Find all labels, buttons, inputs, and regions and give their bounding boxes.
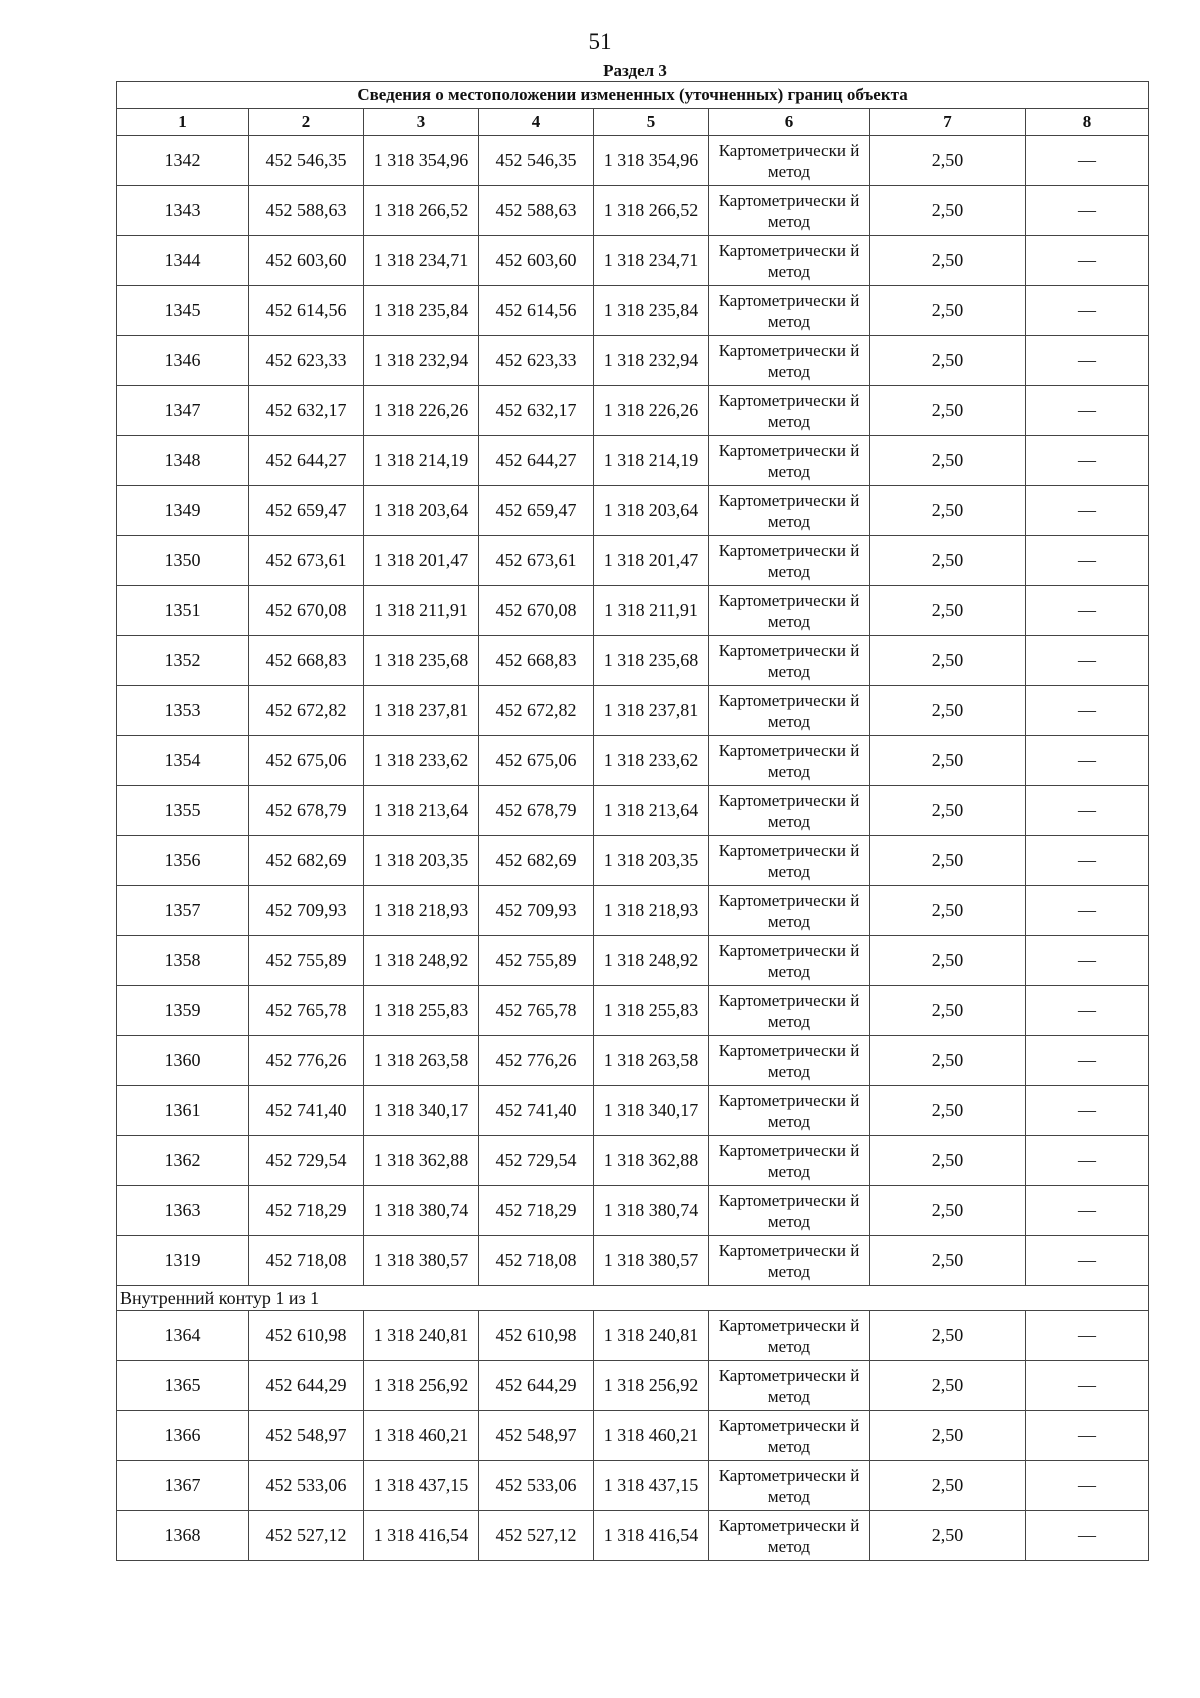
note-cell: — — [1026, 936, 1149, 986]
accuracy-cell: 2,50 — [870, 786, 1026, 836]
y-new-cell: 1 318 213,64 — [594, 786, 709, 836]
table-row — [117, 1461, 1149, 1511]
x-old-cell: 452 741,40 — [249, 1086, 364, 1136]
x-old-cell: 452 673,61 — [249, 536, 364, 586]
table-row — [117, 286, 1149, 336]
table-row — [117, 786, 1149, 836]
x-new-cell: 452 644,27 — [479, 436, 594, 486]
y-old-cell: 1 318 266,52 — [364, 186, 479, 236]
x-old-cell: 452 682,69 — [249, 836, 364, 886]
point-number-cell: 1352 — [117, 636, 249, 686]
note-cell: — — [1026, 486, 1149, 536]
y-old-cell: 1 318 211,91 — [364, 586, 479, 636]
y-new-cell: 1 318 240,81 — [594, 1311, 709, 1361]
points-group-inner — [117, 1311, 1149, 1561]
y-new-cell: 1 318 354,96 — [594, 136, 709, 186]
method-cell: Картометрически й метод — [709, 786, 870, 836]
y-new-cell: 1 318 437,15 — [594, 1461, 709, 1511]
x-old-cell: 452 709,93 — [249, 886, 364, 936]
x-old-cell: 452 644,29 — [249, 1361, 364, 1411]
x-new-cell: 452 614,56 — [479, 286, 594, 336]
column-number: 7 — [870, 109, 1026, 136]
x-new-cell: 452 670,08 — [479, 586, 594, 636]
method-cell: Картометрически й метод — [709, 1361, 870, 1411]
note-cell: — — [1026, 1136, 1149, 1186]
accuracy-cell: 2,50 — [870, 1036, 1026, 1086]
y-new-cell: 1 318 234,71 — [594, 236, 709, 286]
y-new-cell: 1 318 380,57 — [594, 1236, 709, 1286]
accuracy-cell: 2,50 — [870, 536, 1026, 586]
note-cell: — — [1026, 186, 1149, 236]
y-old-cell: 1 318 240,81 — [364, 1311, 479, 1361]
x-old-cell: 452 670,08 — [249, 586, 364, 636]
x-new-cell: 452 623,33 — [479, 336, 594, 386]
table-row — [117, 1036, 1149, 1086]
point-number-cell: 1346 — [117, 336, 249, 386]
y-old-cell: 1 318 354,96 — [364, 136, 479, 186]
table-row — [117, 1136, 1149, 1186]
y-old-cell: 1 318 218,93 — [364, 886, 479, 936]
table-row — [117, 736, 1149, 786]
table-row — [117, 586, 1149, 636]
point-number-cell: 1361 — [117, 1086, 249, 1136]
method-cell: Картометрически й метод — [709, 536, 870, 586]
x-new-cell: 452 610,98 — [479, 1311, 594, 1361]
y-old-cell: 1 318 255,83 — [364, 986, 479, 1036]
table-row — [117, 1086, 1149, 1136]
table-caption-row — [117, 82, 1149, 109]
x-old-cell: 452 533,06 — [249, 1461, 364, 1511]
x-old-cell: 452 610,98 — [249, 1311, 364, 1361]
accuracy-cell: 2,50 — [870, 1186, 1026, 1236]
x-new-cell: 452 533,06 — [479, 1461, 594, 1511]
x-old-cell: 452 675,06 — [249, 736, 364, 786]
point-number-cell: 1342 — [117, 136, 249, 186]
y-old-cell: 1 318 201,47 — [364, 536, 479, 586]
note-cell: — — [1026, 886, 1149, 936]
y-old-cell: 1 318 248,92 — [364, 936, 479, 986]
accuracy-cell: 2,50 — [870, 136, 1026, 186]
x-new-cell: 452 718,29 — [479, 1186, 594, 1236]
point-number-cell: 1366 — [117, 1411, 249, 1461]
y-new-cell: 1 318 248,92 — [594, 936, 709, 986]
table-row — [117, 336, 1149, 386]
x-old-cell: 452 632,17 — [249, 386, 364, 436]
accuracy-cell: 2,50 — [870, 586, 1026, 636]
table-row — [117, 1411, 1149, 1461]
point-number-cell: 1350 — [117, 536, 249, 586]
method-cell: Картометрически й метод — [709, 486, 870, 536]
y-old-cell: 1 318 380,57 — [364, 1236, 479, 1286]
accuracy-cell: 2,50 — [870, 636, 1026, 686]
column-number: 5 — [594, 109, 709, 136]
y-old-cell: 1 318 263,58 — [364, 1036, 479, 1086]
note-cell: — — [1026, 286, 1149, 336]
x-new-cell: 452 527,12 — [479, 1511, 594, 1561]
note-cell: — — [1026, 386, 1149, 436]
table-row — [117, 186, 1149, 236]
note-cell: — — [1026, 986, 1149, 1036]
note-cell: — — [1026, 436, 1149, 486]
note-cell: — — [1026, 836, 1149, 886]
x-new-cell: 452 718,08 — [479, 1236, 594, 1286]
table-row — [117, 686, 1149, 736]
y-new-cell: 1 318 460,21 — [594, 1411, 709, 1461]
method-cell: Картометрически й метод — [709, 286, 870, 336]
accuracy-cell: 2,50 — [870, 1461, 1026, 1511]
y-new-cell: 1 318 203,64 — [594, 486, 709, 536]
point-number-cell: 1358 — [117, 936, 249, 986]
y-new-cell: 1 318 235,68 — [594, 636, 709, 686]
x-old-cell: 452 614,56 — [249, 286, 364, 336]
table-row — [117, 936, 1149, 986]
accuracy-cell: 2,50 — [870, 1511, 1026, 1561]
x-new-cell: 452 709,93 — [479, 886, 594, 936]
table-row — [117, 636, 1149, 686]
column-number: 6 — [709, 109, 870, 136]
point-number-cell: 1360 — [117, 1036, 249, 1086]
accuracy-cell: 2,50 — [870, 936, 1026, 986]
table-row — [117, 886, 1149, 936]
points-group-outer — [117, 136, 1149, 1286]
note-cell: — — [1026, 1461, 1149, 1511]
x-new-cell: 452 755,89 — [479, 936, 594, 986]
method-cell: Картометрически й метод — [709, 736, 870, 786]
table-row — [117, 1186, 1149, 1236]
y-new-cell: 1 318 218,93 — [594, 886, 709, 936]
column-number: 1 — [117, 109, 249, 136]
method-cell: Картометрически й метод — [709, 436, 870, 486]
accuracy-cell: 2,50 — [870, 986, 1026, 1036]
method-cell: Картометрически й метод — [709, 336, 870, 386]
method-cell: Картометрически й метод — [709, 836, 870, 886]
accuracy-cell: 2,50 — [870, 236, 1026, 286]
note-cell: — — [1026, 586, 1149, 636]
accuracy-cell: 2,50 — [870, 1236, 1026, 1286]
x-old-cell: 452 603,60 — [249, 236, 364, 286]
accuracy-cell: 2,50 — [870, 436, 1026, 486]
y-old-cell: 1 318 416,54 — [364, 1511, 479, 1561]
x-old-cell: 452 729,54 — [249, 1136, 364, 1186]
page-number: 51 — [588, 29, 612, 54]
y-old-cell: 1 318 235,68 — [364, 636, 479, 686]
point-number-cell: 1319 — [117, 1236, 249, 1286]
method-cell: Картометрически й метод — [709, 1036, 870, 1086]
y-new-cell: 1 318 237,81 — [594, 686, 709, 736]
point-number-cell: 1355 — [117, 786, 249, 836]
x-new-cell: 452 603,60 — [479, 236, 594, 286]
accuracy-cell: 2,50 — [870, 186, 1026, 236]
table-row — [117, 836, 1149, 886]
point-number-cell: 1348 — [117, 436, 249, 486]
y-new-cell: 1 318 416,54 — [594, 1511, 709, 1561]
method-cell: Картометрически й метод — [709, 586, 870, 636]
table-row — [117, 486, 1149, 536]
accuracy-cell: 2,50 — [870, 486, 1026, 536]
x-new-cell: 452 659,47 — [479, 486, 594, 536]
x-new-cell: 452 644,29 — [479, 1361, 594, 1411]
method-cell: Картометрически й метод — [709, 386, 870, 436]
x-old-cell: 452 588,63 — [249, 186, 364, 236]
note-cell: — — [1026, 686, 1149, 736]
x-old-cell: 452 718,08 — [249, 1236, 364, 1286]
accuracy-cell: 2,50 — [870, 336, 1026, 386]
x-old-cell: 452 623,33 — [249, 336, 364, 386]
y-new-cell: 1 318 232,94 — [594, 336, 709, 386]
note-cell: — — [1026, 1086, 1149, 1136]
y-old-cell: 1 318 437,15 — [364, 1461, 479, 1511]
accuracy-cell: 2,50 — [870, 1311, 1026, 1361]
y-new-cell: 1 318 226,26 — [594, 386, 709, 436]
method-cell: Картометрически й метод — [709, 1461, 870, 1511]
table-row — [117, 986, 1149, 1036]
point-number-cell: 1359 — [117, 986, 249, 1036]
x-new-cell: 452 678,79 — [479, 786, 594, 836]
note-cell: — — [1026, 1036, 1149, 1086]
x-new-cell: 452 588,63 — [479, 186, 594, 236]
method-cell: Картометрически й метод — [709, 1236, 870, 1286]
y-new-cell: 1 318 214,19 — [594, 436, 709, 486]
method-cell: Картометрически й метод — [709, 936, 870, 986]
column-number: 4 — [479, 109, 594, 136]
section-title: Раздел 3 — [603, 61, 667, 80]
y-new-cell: 1 318 340,17 — [594, 1086, 709, 1136]
note-cell: — — [1026, 636, 1149, 686]
method-cell: Картометрически й метод — [709, 986, 870, 1036]
note-cell: — — [1026, 1411, 1149, 1461]
x-new-cell: 452 546,35 — [479, 136, 594, 186]
note-cell: — — [1026, 1511, 1149, 1561]
point-number-cell: 1347 — [117, 386, 249, 436]
y-new-cell: 1 318 263,58 — [594, 1036, 709, 1086]
y-old-cell: 1 318 213,64 — [364, 786, 479, 836]
accuracy-cell: 2,50 — [870, 686, 1026, 736]
method-cell: Картометрически й метод — [709, 636, 870, 686]
method-cell: Картометрически й метод — [709, 886, 870, 936]
note-cell: — — [1026, 1186, 1149, 1236]
table-row — [117, 436, 1149, 486]
note-cell: — — [1026, 736, 1149, 786]
x-old-cell: 452 546,35 — [249, 136, 364, 186]
table-caption: Сведения о местоположении измененных (уточненных) границ объекта — [117, 82, 1149, 109]
y-new-cell: 1 318 211,91 — [594, 586, 709, 636]
x-new-cell: 452 741,40 — [479, 1086, 594, 1136]
x-old-cell: 452 776,26 — [249, 1036, 364, 1086]
x-old-cell: 452 548,97 — [249, 1411, 364, 1461]
column-number: 3 — [364, 109, 479, 136]
x-new-cell: 452 682,69 — [479, 836, 594, 886]
x-new-cell: 452 668,83 — [479, 636, 594, 686]
x-new-cell: 452 673,61 — [479, 536, 594, 586]
y-old-cell: 1 318 233,62 — [364, 736, 479, 786]
contour-label: Внутренний контур 1 из 1 — [117, 1286, 1149, 1311]
method-cell: Картометрически й метод — [709, 1136, 870, 1186]
y-old-cell: 1 318 232,94 — [364, 336, 479, 386]
method-cell: Картометрически й метод — [709, 236, 870, 286]
method-cell: Картометрически й метод — [709, 1411, 870, 1461]
point-number-cell: 1349 — [117, 486, 249, 536]
point-number-cell: 1353 — [117, 686, 249, 736]
method-cell: Картометрически й метод — [709, 186, 870, 236]
method-cell: Картометрически й метод — [709, 686, 870, 736]
point-number-cell: 1345 — [117, 286, 249, 336]
note-cell: — — [1026, 236, 1149, 286]
accuracy-cell: 2,50 — [870, 1361, 1026, 1411]
y-new-cell: 1 318 256,92 — [594, 1361, 709, 1411]
table-row — [117, 136, 1149, 186]
note-cell: — — [1026, 536, 1149, 586]
y-old-cell: 1 318 340,17 — [364, 1086, 479, 1136]
y-old-cell: 1 318 235,84 — [364, 286, 479, 336]
x-new-cell: 452 672,82 — [479, 686, 594, 736]
x-old-cell: 452 668,83 — [249, 636, 364, 686]
y-new-cell: 1 318 235,84 — [594, 286, 709, 336]
accuracy-cell: 2,50 — [870, 1411, 1026, 1461]
table-row — [117, 236, 1149, 286]
x-new-cell: 452 729,54 — [479, 1136, 594, 1186]
y-old-cell: 1 318 203,64 — [364, 486, 479, 536]
column-number-row — [117, 109, 1149, 136]
y-old-cell: 1 318 256,92 — [364, 1361, 479, 1411]
point-number-cell: 1356 — [117, 836, 249, 886]
x-new-cell: 452 675,06 — [479, 736, 594, 786]
note-cell: — — [1026, 1361, 1149, 1411]
accuracy-cell: 2,50 — [870, 886, 1026, 936]
x-new-cell: 452 632,17 — [479, 386, 594, 436]
point-number-cell: 1357 — [117, 886, 249, 936]
table-row — [117, 536, 1149, 586]
x-new-cell: 452 548,97 — [479, 1411, 594, 1461]
method-cell: Картометрически й метод — [709, 1311, 870, 1361]
accuracy-cell: 2,50 — [870, 736, 1026, 786]
point-number-cell: 1351 — [117, 586, 249, 636]
accuracy-cell: 2,50 — [870, 836, 1026, 886]
point-number-cell: 1363 — [117, 1186, 249, 1236]
point-number-cell: 1365 — [117, 1361, 249, 1411]
method-cell: Картометрически й метод — [709, 136, 870, 186]
y-old-cell: 1 318 362,88 — [364, 1136, 479, 1186]
x-old-cell: 452 755,89 — [249, 936, 364, 986]
y-new-cell: 1 318 380,74 — [594, 1186, 709, 1236]
y-old-cell: 1 318 214,19 — [364, 436, 479, 486]
y-new-cell: 1 318 201,47 — [594, 536, 709, 586]
point-number-cell: 1367 — [117, 1461, 249, 1511]
y-old-cell: 1 318 234,71 — [364, 236, 479, 286]
x-new-cell: 452 776,26 — [479, 1036, 594, 1086]
method-cell: Картометрически й метод — [709, 1511, 870, 1561]
y-old-cell: 1 318 460,21 — [364, 1411, 479, 1461]
y-new-cell: 1 318 362,88 — [594, 1136, 709, 1186]
x-new-cell: 452 765,78 — [479, 986, 594, 1036]
accuracy-cell: 2,50 — [870, 1086, 1026, 1136]
point-number-cell: 1354 — [117, 736, 249, 786]
note-cell: — — [1026, 1236, 1149, 1286]
point-number-cell: 1368 — [117, 1511, 249, 1561]
point-number-cell: 1364 — [117, 1311, 249, 1361]
note-cell: — — [1026, 336, 1149, 386]
method-cell: Картометрически й метод — [709, 1086, 870, 1136]
x-old-cell: 452 659,47 — [249, 486, 364, 536]
y-old-cell: 1 318 237,81 — [364, 686, 479, 736]
point-number-cell: 1362 — [117, 1136, 249, 1186]
accuracy-cell: 2,50 — [870, 1136, 1026, 1186]
point-number-cell: 1344 — [117, 236, 249, 286]
table-row — [117, 1236, 1149, 1286]
table-row — [117, 1311, 1149, 1361]
coordinates-table — [116, 81, 1149, 1561]
x-old-cell: 452 765,78 — [249, 986, 364, 1036]
x-old-cell: 452 527,12 — [249, 1511, 364, 1561]
contour-section — [117, 1286, 1149, 1311]
note-cell: — — [1026, 1311, 1149, 1361]
table-row — [117, 1361, 1149, 1411]
x-old-cell: 452 718,29 — [249, 1186, 364, 1236]
y-new-cell: 1 318 255,83 — [594, 986, 709, 1036]
y-old-cell: 1 318 380,74 — [364, 1186, 479, 1236]
contour-label-row — [117, 1286, 1149, 1311]
y-old-cell: 1 318 203,35 — [364, 836, 479, 886]
x-old-cell: 452 644,27 — [249, 436, 364, 486]
x-old-cell: 452 678,79 — [249, 786, 364, 836]
accuracy-cell: 2,50 — [870, 286, 1026, 336]
table-row — [117, 386, 1149, 436]
note-cell: — — [1026, 786, 1149, 836]
y-old-cell: 1 318 226,26 — [364, 386, 479, 436]
y-new-cell: 1 318 266,52 — [594, 186, 709, 236]
accuracy-cell: 2,50 — [870, 386, 1026, 436]
column-number: 2 — [249, 109, 364, 136]
column-number: 8 — [1026, 109, 1149, 136]
method-cell: Картометрически й метод — [709, 1186, 870, 1236]
y-new-cell: 1 318 203,35 — [594, 836, 709, 886]
y-new-cell: 1 318 233,62 — [594, 736, 709, 786]
x-old-cell: 452 672,82 — [249, 686, 364, 736]
point-number-cell: 1343 — [117, 186, 249, 236]
note-cell: — — [1026, 136, 1149, 186]
table-row — [117, 1511, 1149, 1561]
